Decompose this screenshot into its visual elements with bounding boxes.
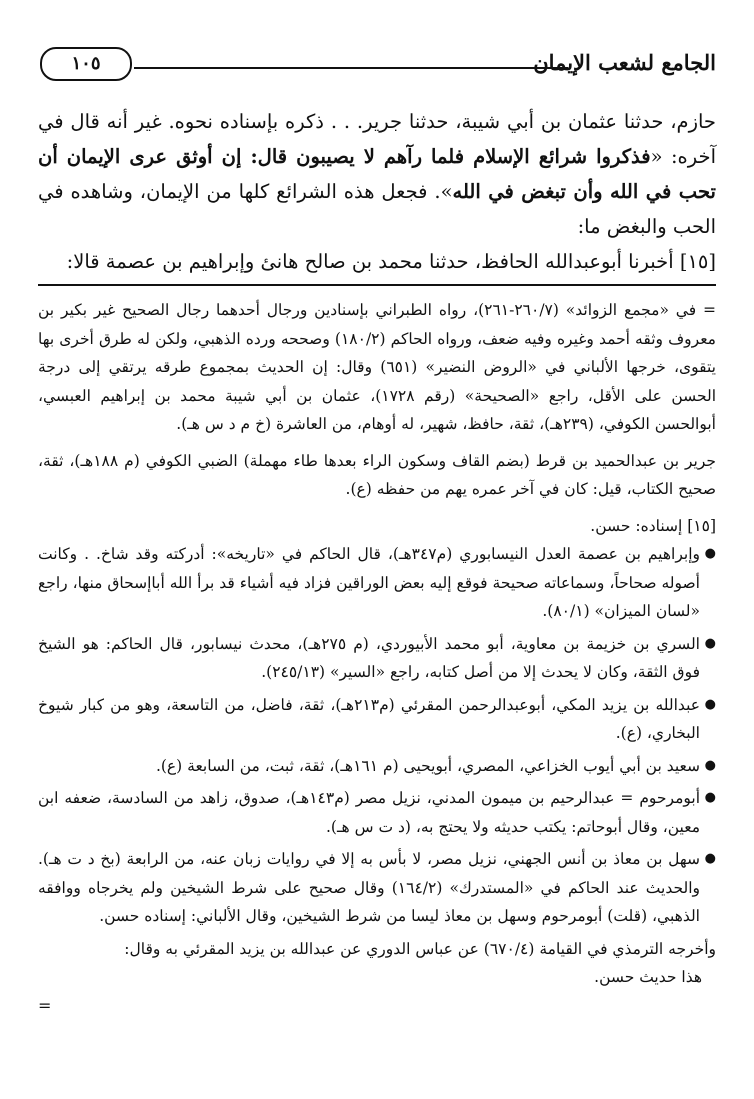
bullet-icon: ● [704, 696, 716, 712]
footnotes [38, 296, 716, 1020]
narrator-item: ● عبدالله بن يزيد المكي، أبوعبدالرحمن المقرئي (م٢١٣هـ)، ثقة، فاضل، من التاسعة، وهو من كبار شيوخ البخاري، (ع). [38, 691, 716, 748]
bullet-icon: ● [704, 635, 716, 651]
narrator-item: ● سهل بن معاذ بن أنس الجهني، نزيل مصر، لا بأس به إلا في روايات زبان عنه، من الرابعة (بخ د ت هـ). والحديث عند الحاكم في «المستدرك» (١٦٤/٢) وقال صحيح على شرط الشيخين ولم يخرجاه ووافقه الذهبي، (قلت) أبومرحوم وسهل بن معاذ ليسا من شرط الشيخين، وقال الألباني: إسناده حسن. [38, 845, 716, 931]
page-header [38, 42, 716, 84]
footnote-separator [38, 284, 716, 286]
page-number-badge: ١٠٥ [40, 47, 132, 81]
book-page [38, 42, 716, 1020]
footnote-jarir: جرير بن عبدالحميد بن قرط (بضم القاف وسكون الراء بعدها طاء مهملة) الضبي الكوفي (م ١٨٨هـ)، ثقة، صحيح الكتاب، قيل: كان في آخر عمره يهم من حفظه (ع). [38, 451, 716, 498]
main-paragraph [38, 104, 716, 244]
main-line-2-pre: قال في آخره: « [38, 110, 716, 168]
main-line-2-post: ». فجعل هذه الشرائع كلها من الإيمان، وشاهده في الحب والبغض ما: [38, 180, 716, 238]
bullet-icon: ● [704, 851, 716, 866]
narrator-list [38, 540, 716, 931]
takhrij-line: وأخرجه الترمذي في القيامة (٦٧٠/٤) عن عباس الدوري عن عبدالله بن يزيد المقرئي به وقال: [124, 939, 716, 958]
hadith-15-chain: [١٥] أخبرنا أبوعبدالله الحافظ، حدثنا محمد بن صالح هانئ وإبراهيم بن عصمة قالا: [66, 250, 716, 273]
continuation-mark: = [38, 995, 52, 1015]
header-rule [134, 67, 568, 69]
footnote-continuation: = في «مجمع الزوائد» (٢٦٠/٧-٢٦١)، رواه الطبراني بإسنادين ورجال أحدهما رجال الصحيح غير بكير بن معروف وثقه أحمد وغيره وفيه ضعف، ورواه الحاكم (١٨٠/٢) وصححه ورده الذهبي، ولكن له طرق أخرى بها يتقوى، خرجها الألباني في «الروض النضير» (٦٥١) وقال: إن الحديث بمجموع طرقه يرتقي إلى درجة الحسن على الأقل، راجع «الصحيحة» (رقم ١٧٢٨)، عثمان بن أبي شيبة محمد بن إبراهيم العبسي، أبوالحسن الكوفي، (٢٣٩هـ)، ثقة، حافظ، شهير، له أوهام، من العاشرة (خ م د س هـ). [38, 301, 717, 433]
main-text [38, 104, 716, 278]
narrator-item: ● وإبراهيم بن عصمة العدل النيسابوري (م٣٤٧هـ)، قال الحاكم في «تاريخه»: أدركته وقد شاخ. . وكانت أصوله صحاحاً، وسماعاته صحيحة فوقع إليه بعض الوراقين فزاد فيه أشياء قد برأ الله أباإسحاق منها، راجع «لسان الميزان» (٨٠/١). [38, 540, 716, 626]
running-title: الجامع لشعب الإيمان [533, 50, 716, 75]
takhrij-verdict: هذا حديث حسن. [594, 968, 702, 986]
main-line-1: حازم، حدثنا عثمان بن أبي شيبة، حدثنا جرير. . . ذكره بإسناده نحوه. غير أنه [106, 110, 716, 133]
narrator-item: ● أبومرحوم = عبدالرحيم بن ميمون المدني، نزيل مصر (م١٤٣هـ)، صدوق، زاهد من السادسة، ضعفه ابن معين، وقال أبوحاتم: يكتب حديثه ولا يحتج به، (د ت س هـ). [38, 784, 716, 841]
bullet-icon: ● [704, 546, 716, 561]
isnad-heading: [١٥] إسناده: حسن. [590, 516, 716, 535]
bullet-icon: ● [704, 757, 716, 773]
narrator-item: ● السري بن خزيمة بن معاوية، أبو محمد الأبيوردي، (م ٢٧٥هـ)، محدث نيسابور، قال الحاكم: هو الشيخ فوق الثقة، وكان لا يحدث إلا من أصل كتابه، راجع «السير» (٢٤٥/١٣). [38, 630, 716, 687]
hadith-quote: فذكروا شرائع الإسلام فلما رآهم لا يصيبون قال: إن أوثق عرى الإيمان أن تحب في الله وأن تبغض في الله [38, 145, 716, 203]
narrator-item: ● سعيد بن أبي أيوب الخزاعي، المصري، أبويحيى (م ١٦١هـ)، ثقة، ثبت، من السابعة (ع). [38, 752, 716, 781]
bullet-icon: ● [704, 790, 716, 805]
